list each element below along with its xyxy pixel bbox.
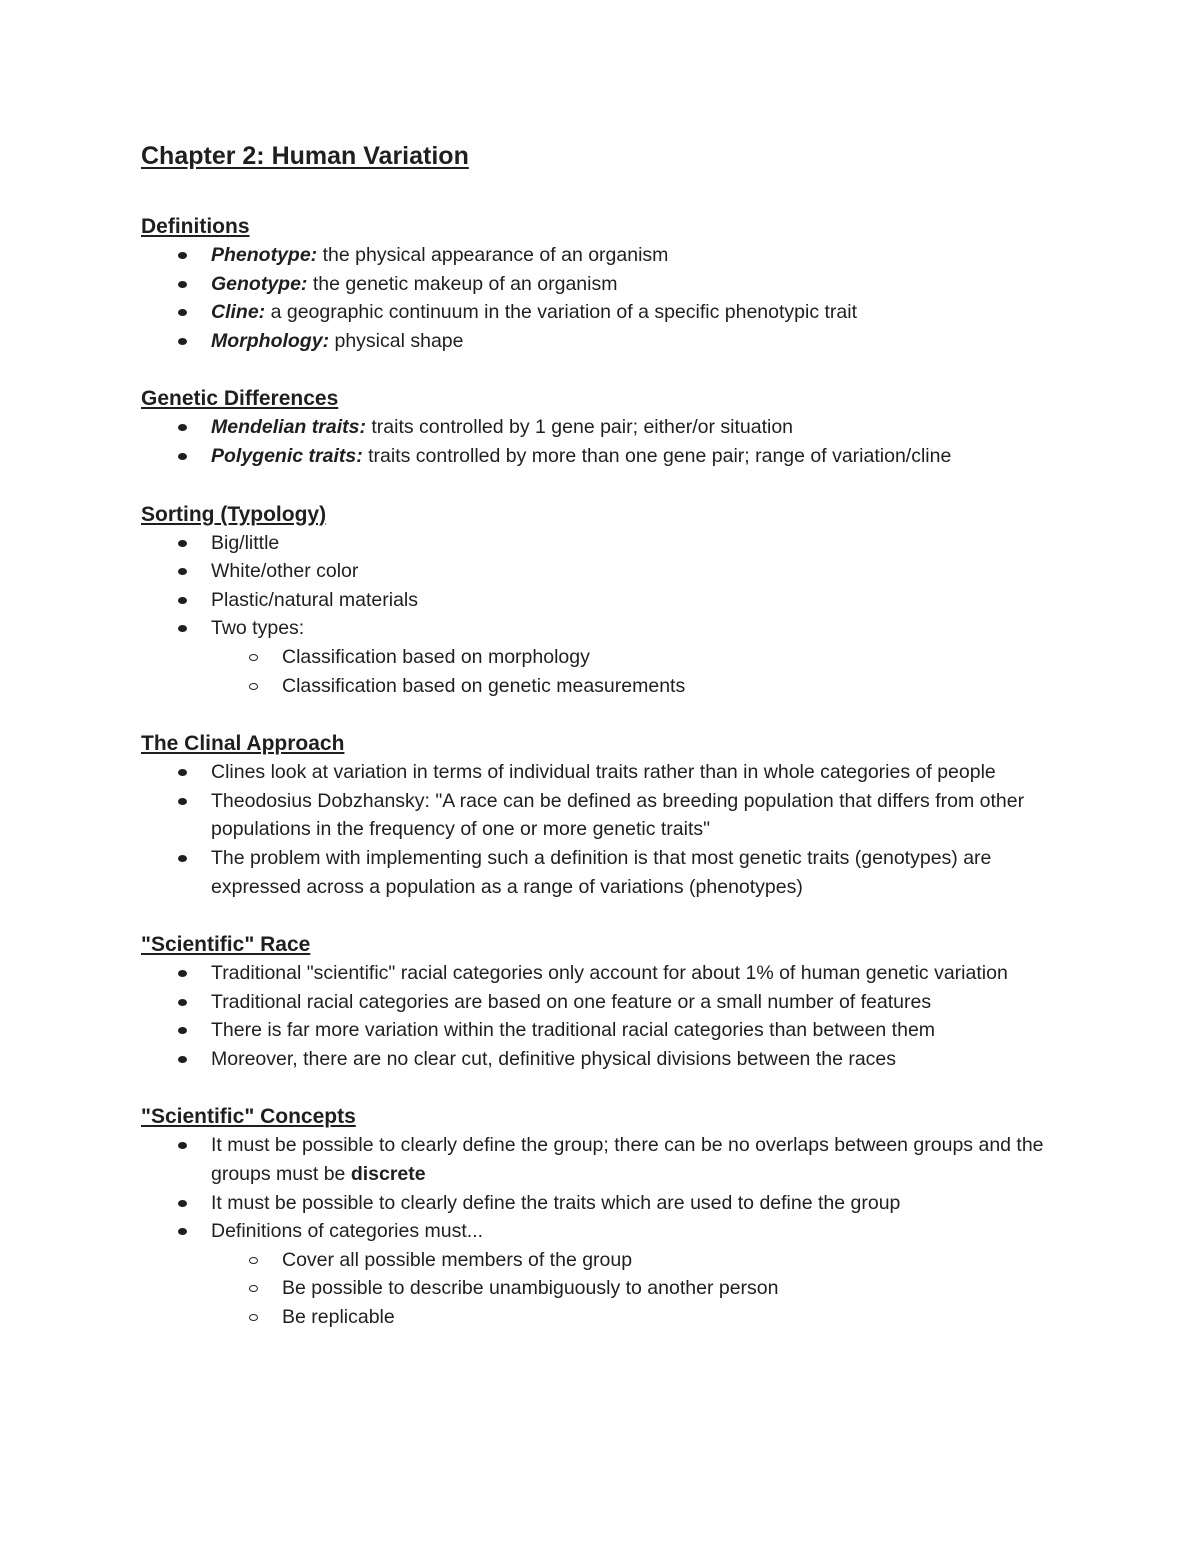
term-label: Polygenic traits: <box>211 444 363 467</box>
term-definition: the genetic makeup of an organism <box>307 272 618 295</box>
term-definition: the physical appearance of an organism <box>317 244 669 266</box>
document-title: Chapter 2: Human Variation <box>141 142 469 170</box>
term-definition: traits controlled by more than one gene pair; range of variation/cline <box>362 444 952 467</box>
list-item: White/other color <box>141 557 1081 586</box>
document-page <box>141 138 1081 1361</box>
bullet-list <box>141 413 1081 470</box>
term-definition: traits controlled by 1 gene pair; either/or situation <box>365 416 794 439</box>
section-definitions <box>141 212 1081 355</box>
term-label: Genotype: <box>211 272 308 295</box>
bullet-list <box>141 1131 1081 1331</box>
section-scientific-concepts <box>141 1102 1081 1331</box>
list-item-text: It must be possible to clearly define the group; there can be no overlaps between groups and the groups must be <box>211 1134 1044 1186</box>
term-label: Cline: <box>211 301 266 324</box>
term-definition: a geographic continuum in the variation of a specific phenotypic trait <box>265 301 858 324</box>
list-item: It must be possible to clearly define the traits which are used to define the group <box>141 1189 1081 1218</box>
emphasis-text: discrete <box>350 1163 426 1186</box>
list-item <box>141 298 1081 327</box>
list-item <box>141 442 1081 471</box>
section-heading: "Scientific" Concepts <box>141 1105 356 1129</box>
list-item <box>141 270 1081 299</box>
section-clinal-approach <box>141 729 1081 901</box>
list-item <box>141 413 1081 442</box>
list-item: Plastic/natural materials <box>141 586 1081 615</box>
section-heading: Genetic Differences <box>141 387 339 411</box>
term-definition: physical shape <box>329 329 464 352</box>
bullet-list <box>141 241 1081 355</box>
list-item: Definitions of categories must... <box>141 1217 1081 1246</box>
term-label: Phenotype: <box>211 244 318 266</box>
list-item: Theodosius Dobzhansky: "A race can be defined as breeding population that differs from other populations in the frequency of one or more genetic traits" <box>141 787 1081 844</box>
list-item: Two types: <box>141 614 1081 643</box>
section-heading: The Clinal Approach <box>141 732 345 756</box>
section-heading: Sorting (Typology) <box>141 502 327 526</box>
term-label: Morphology: <box>211 329 330 352</box>
sub-list-item: Be possible to describe unambiguously to another person <box>141 1274 1081 1303</box>
bullet-list <box>141 758 1081 901</box>
list-item: There is far more variation within the traditional racial categories than between them <box>141 1016 1081 1045</box>
sub-list-item: Cover all possible members of the group <box>141 1246 1081 1275</box>
list-item: Clines look at variation in terms of individual traits rather than in whole categories of people <box>141 758 1081 787</box>
section-heading: Definitions <box>141 215 250 238</box>
list-item: The problem with implementing such a definition is that most genetic traits (genotypes) are expressed across a population as a range of variations (phenotypes) <box>141 844 1081 901</box>
list-item <box>141 1131 1081 1188</box>
section-scientific-race <box>141 930 1081 1073</box>
list-item <box>141 241 1081 270</box>
term-label: Mendelian traits: <box>211 416 366 439</box>
sub-list-item: Be replicable <box>141 1303 1081 1332</box>
bullet-list <box>141 959 1081 1073</box>
section-sorting <box>141 500 1081 701</box>
sub-list-item: Classification based on morphology <box>141 643 1081 672</box>
list-item: Traditional racial categories are based on one feature or a small number of features <box>141 988 1081 1017</box>
list-item: Moreover, there are no clear cut, definitive physical divisions between the races <box>141 1045 1081 1074</box>
bullet-list <box>141 529 1081 701</box>
list-item <box>141 327 1081 356</box>
list-item: Big/little <box>141 529 1081 558</box>
sub-list-item: Classification based on genetic measurements <box>141 672 1081 701</box>
list-item: Traditional "scientific" racial categories only account for about 1% of human genetic variation <box>141 959 1081 988</box>
section-genetic-differences <box>141 384 1081 470</box>
section-heading: "Scientific" Race <box>141 933 311 957</box>
